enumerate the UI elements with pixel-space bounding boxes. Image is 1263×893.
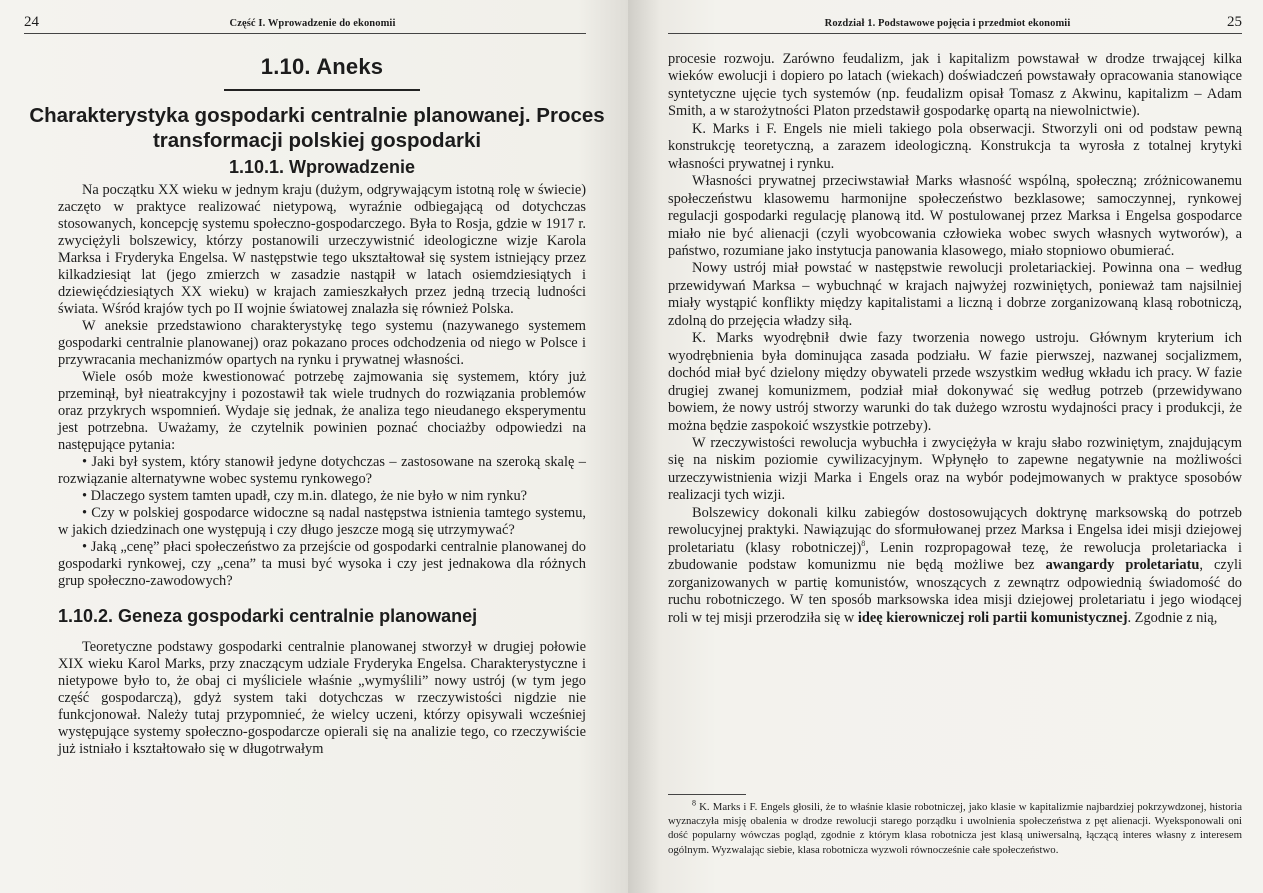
text-run: , Lenin rozpropagował tezę, że rewolucja proletariacka i zbudowanie podstaw komunizmu nie będą możliwe bez	[668, 539, 1242, 574]
page-number: 24	[24, 14, 39, 30]
paragraph: Wiele osób może kwestionować potrzebę zajmowania się systemem, który już przeminął, był nieatrakcyjny i pozostawił tak wiele trudnych do rozwiązania problemów oraz przykrych wspomnień. Wydaje się jednak, że analiza tego nieudanego eksperymentu jest potrzebna. Uważamy, że czytelnik powinien poznać chociażby odpowiedzi na następujące pytania:	[58, 369, 586, 453]
header-rule	[24, 33, 586, 34]
bold-term: awangardy proletariatu	[1045, 557, 1200, 574]
bullet-item: • Czy w polskiej gospodarce widoczne są nadal następstwa istnienia tamtego systemu, w jakich dziedzinach one występują i czy długo jeszcze mogą się utrzymywać?	[58, 505, 586, 538]
paragraph: Własności prywatnej przeciwstawiał Marks własność wspólną, społeczną; zróżnicowanemu społeczeństwu klasowemu harmonijne społeczeństwo bezklasowe; samoczynnej, rynkowej regulacji gospodarki regulację planową itd. W postulowanej przez Marksa i Engelsa gospodarce miało nie być alienacji (czyli wyobcowania człowieka wobec swych własnych wytworów), a państwo, rozumiane jako instytucja panowania klasowego, miało stopniowo obumierać.	[668, 173, 1242, 259]
bullet-item: • Dlaczego system tamten upadł, czy m.in. dlatego, że nie było w nim rynku?	[82, 488, 528, 504]
footnote	[668, 800, 1242, 857]
main-title: Charakterystyka gospodarki centralnie planowanej. Proces transformacji polskiej gospodarki	[29, 104, 605, 152]
footnote-rule	[668, 794, 746, 795]
text-run: . Zgodnie z nią,	[1127, 609, 1218, 626]
page-number: 25	[1227, 14, 1242, 30]
left-page	[0, 0, 628, 893]
running-header	[24, 14, 586, 34]
paragraph	[668, 505, 1242, 627]
bold-term: ideę kierowniczej roli partii komunistycznej	[857, 609, 1128, 626]
text-run: Bolszewicy dokonali kilku zabiegów dostosowujących doktrynę marksowską do potrzeb rewolucyjnej praktyki. Nawiązując do sformułowanej przez Marksa i Engelsa idei misji dziejowej proletariatu (klasy robotniczej)	[668, 504, 1242, 556]
paragraph: Nowy ustrój miał powstać w następstwie rewolucji proletariackiej. Powinna ona – według przewidywań Marksa – wybuchnąć w krajach najwyżej rozwiniętych, ponieważ tam najsilniej miały wystąpić konflikty między kapitalistami a liczną i dobrze zorganizowaną klasą robotniczą, zdolną do przejęcia władzy siłą.	[668, 260, 1242, 329]
running-head-title: Część I. Wprowadzenie do ekonomii	[229, 18, 396, 29]
paragraph: procesie rozwoju. Zarówno feudalizm, jak i kapitalizm powstawał w drodze trwającej kilka wieków ewolucji i dopiero po latach (wiekach) doświadczeń powstawały opracowania stanowiące syntetyczne ujęcie tych systemów (np. feudalizm opisał Tomasz z Akwinu, kapitalizm – Adam Smith, a w starożytności Platon przedstawił gospodarkę opartą na niewolnictwie).	[668, 51, 1242, 120]
paragraph: K. Marks i F. Engels nie mieli takiego pola obserwacji. Stworzyli oni od podstaw pewną konstrukcję teoretyczną, a zarazem ideologiczną. Konstrukcja ta wyrosła z totalnej krytyki własności prywatnej i rynku.	[668, 120, 1242, 172]
running-header	[668, 14, 1242, 34]
right-column	[668, 51, 1242, 627]
paragraph: W rzeczywistości rewolucja wybuchła i zwyciężyła w kraju słabo rozwiniętym, znajdującym się na niskim poziomie cywilizacyjnym. Wpłynęło to zapewne negatywnie na możliwości urzeczywistnienia wizji Marka i Engels oraz na wybór podejmowanych w praktyce sposobów realizacji tych wizji.	[668, 434, 1242, 504]
subsection-title: 1.10.2. Geneza gospodarki centralnie planowanej	[58, 606, 478, 626]
footnote-marker: 8	[692, 798, 696, 808]
footnote-text: K. Marks i F. Engels głosili, że to właśnie klasie robotniczej, jako klasie w kapitalizmie najbardziej pokrzywdzonej, historia wyznaczyła misję obalenia w drodze rewolucji starego porządku i uwolnienia społeczeństwa z pęt alienacji. Wyeksponowali oni dość popularny wówczas pogląd, zgodnie z którym klasa robotnicza jest klasą uniwersalną, łączącą interes własny z interesem ogólnym. Wyzwalając siebie, klasa robotnicza wyzwoli równocześnie całe społeczeństwo.	[668, 801, 1242, 856]
paragraph: K. Marks wyodrębnił dwie fazy tworzenia nowego ustroju. Głównym kryterium ich wyodrębnienia była dominująca zasada podziału. W fazie pierwszej, nazwanej socjalizmem, dochód miał być dzielony między obywateli przede wszystkim według wkładu ich pracy. W fazie drugiej zwanej komunizmem, podział miał dokonywać się według potrzeb (przewidywano bowiem, że nowy ustrój stworzy warunki do tak dużego wzrostu wydajności pracy i produkcji, że można będzie zaspokoić wszystkie potrzeby).	[668, 330, 1242, 434]
header-rule	[668, 33, 1242, 34]
paragraph: Na początku XX wieku w jednym kraju (dużym, odgrywającym istotną rolę w świecie) zaczęto w praktyce realizować nietypową, wyraźnie odbiegającą od dotychczas stosowanych, koncepcję systemu społeczno-gospodarczego. Była to Rosja, gdzie w 1917 r. zwyciężyli bolszewicy, którzy postanowili urzeczywistnić ideologiczne wizje Karola Marksa i Fryderyka Engelsa. W następstwie tego ukształtował się system istniejący przez kilkadziesiąt lat (jego zmierzch w zasadzie nastąpił w latach osiemdziesiątych i dziewięćdziesiątych XX wieku) w krajach zamieszkałych przez jedną trzecią ludności świata. Wśród krajów tych po II wojnie światowej znalazła się również Polska.	[58, 182, 586, 317]
section-title: 1.10. Aneks	[260, 54, 384, 79]
text-run: , czyli zorganizowanych w partię komunistów, wnoszących z zewnątrz odpowiednią świadomość do ruchu robotniczego. W ten sposób marksowska idea misji dziejowej proletariatu i jego wiodącej roli w tej misji przerodziła się w	[668, 557, 1242, 626]
bullet-item: • Jaką „cenę” płaci społeczeństwo za przejście od gospodarki centralnie planowanej do gospodarki rynkowej, czy „cena” ta musi być wysoka i czy jest jednakowa dla różnych grup społeczno-zawodowych?	[58, 539, 586, 589]
right-page	[628, 0, 1263, 893]
subsection-title: 1.10.1. Wprowadzenie	[228, 157, 416, 177]
title-rule	[224, 89, 420, 91]
paragraph: Teoretyczne podstawy gospodarki centralnie planowanej stworzył w drugiej połowie XIX wieku Karol Marks, przy znaczącym udziale Fryderyka Engelsa. Charakterystyczne i nietypowe było to, że obaj ci myśliciele właśnie „wymyślili” nowy ustrój (w tym jego część gospodarczą), gdyż system taki dotychczas w rzeczywistości nigdzie nie funkcjonował. Należy tutaj przypomnieć, że wielcy uczeni, którzy opisywali wcześniej występujące systemy społeczno-gospodarcze opierali się na analizie tego, co rzeczywiście już istniało i kształtowało się w długotrwałym	[58, 639, 586, 757]
bullet-item: • Jaki był system, który stanowił jedyne dotychczas – zastosowane na szeroką skalę – rozwiązanie alternatywne wobec systemu rynkowego?	[58, 454, 586, 487]
footnote-ref: 8	[861, 538, 866, 548]
running-head-title: Rozdział 1. Podstawowe pojęcia i przedmiot ekonomii	[824, 18, 1071, 29]
paragraph: W aneksie przedstawiono charakterystykę tego systemu (nazywanego systemem gospodarki centralnie planowanej) oraz pokazano proces odchodzenia od niego w Polsce i przywracania mechanizmów opartych na rynku i prywatnej własności.	[58, 318, 586, 368]
left-column	[29, 52, 605, 758]
